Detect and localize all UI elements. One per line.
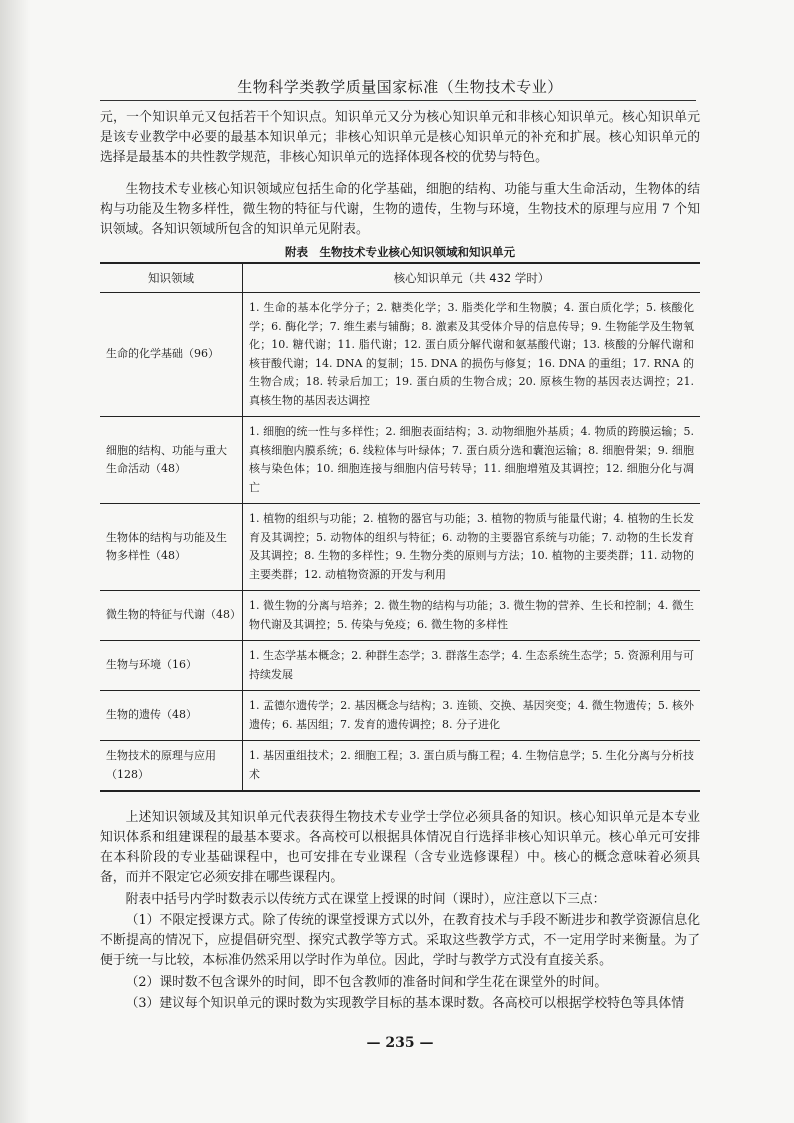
page-edge-shadow [0, 0, 30, 1123]
paragraph-note-3: （3）建议每个知识单元的课时数为实现教学目标的基本课时数。各高校可以根据学校特色等具体情 [125, 996, 685, 1011]
header-rule [100, 100, 696, 101]
table-row [100, 641, 700, 691]
units-cell: 1. 植物的组织与功能；2. 植物的器官与功能；3. 植物的物质与能量代谢；4. 植物的生长发育及其调控；5. 动物体的组织与特征；6. 动物的主要器官系统与功能；7. 动物的生长发育及其调控；8. 生物的多样性；9. 生物分类的原则与方法；10. 植物的主要类群；11. 动物的主要类群；12. 动植物资源的开发与利用 [243, 504, 701, 591]
table-row [100, 504, 700, 591]
table-row [100, 417, 700, 504]
domain-cell: 细胞的结构、功能与重大生命活动（48） [100, 417, 243, 504]
table-row [100, 293, 700, 417]
page-number: — 235 — [366, 1035, 434, 1051]
knowledge-units-table [100, 262, 700, 792]
paragraph-summary: 上述知识领域及其知识单元代表获得生物技术专业学士学位必须具备的知识。核心知识单元是本专业知识体系和组建课程的最基本要求。各高校可以根据具体情况自行选择非核心知识单元。核心单元可安排在本科阶段的专业基础课程中，也可安排在专业课程（含专业选修课程）中。核心的概念意味着必须具备，而并不限定它必须安排在哪些课程内。 [100, 810, 700, 885]
table-row [100, 691, 700, 741]
paragraph-intro: 元，一个知识单元又包括若干个知识点。知识单元又分为核心知识单元和非核心知识单元。核心知识单元是该专业教学中必要的最基本知识单元；非核心知识单元是核心知识单元的补充和扩展。核心知识单元的选择是最基本的共性教学规范，非核心知识单元的选择体现各校的优势与特色。 [100, 110, 700, 165]
domain-cell: 生物的遗传（48） [100, 691, 243, 741]
paragraph-domains: 生物技术专业核心知识领域应包括生命的化学基础，细胞的结构、功能与重大生命活动，生物体的结构与功能及生物多样性，微生物的特征与代谢，生物的遗传，生物与环境，生物技术的原理与应用 7 个知识领域。各知识领域所包含的知识单元见附表。 [100, 182, 700, 237]
table-header-row [100, 263, 700, 293]
domain-cell: 生物技术的原理与应用（128） [100, 741, 243, 792]
paragraph-note-1: （1）不限定授课方式。除了传统的课堂授课方式以外，在教育技术与手段不断进步和教学资源信息化不断提高的情况下，应提倡研究型、探究式教学等方式。采取这些教学方式，不一定用学时来衡量。为了便于统一与比较，本标准仍然采用以学时作为单位。因此，学时与教学方式没有直接关系。 [100, 913, 700, 968]
table-row [100, 591, 700, 641]
table-caption: 附表 生物技术专业核心知识领域和知识单元 [285, 245, 515, 259]
units-cell: 1. 生态学基本概念；2. 种群生态学；3. 群落生态学；4. 生态系统生态学；5. 资源利用与可持续发展 [243, 641, 701, 691]
running-header: 生物科学类教学质量国家标准（生物技术专业） [237, 78, 563, 96]
table-row [100, 741, 700, 792]
units-cell: 1. 生命的基本化学分子；2. 糖类化学；3. 脂类化学和生物膜；4. 蛋白质化学；5. 核酸化学；6. 酶化学；7. 维生素与辅酶；8. 激素及其受体介导的信息传导；9. 生物能学及生物氧化；10. 糖代谢；11. 脂代谢；12. 蛋白质分解代谢和氨基酸代谢；13. 核酸的分解代谢和核苷酸代谢；14. DNA 的复制；15. DNA 的损伤与修复；16. DNA 的重组；17. RNA 的生物合成；18. 转录后加工；19. 蛋白质的生物合成；20. 原核生物的基因表达调控；21. 真核生物的基因表达调控 [243, 293, 701, 417]
units-cell: 1. 细胞的统一性与多样性；2. 细胞表面结构；3. 动物细胞外基质；4. 物质的跨膜运输；5. 真核细胞内膜系统；6. 线粒体与叶绿体；7. 蛋白质分选和囊泡运输；8. 细胞骨架；9. 细胞核与染色体；10. 细胞连接与细胞内信号转导；11. 细胞增殖及其调控；12. 细胞分化与凋亡 [243, 417, 701, 504]
domain-cell: 生物体的结构与功能及生物多样性（48） [100, 504, 243, 591]
paragraph-note-2: （2）课时数不包含课外的时间，即不包含教师的准备时间和学生花在课堂外的时间。 [125, 975, 608, 990]
header-units: 核心知识单元（共 432 学时） [243, 263, 701, 293]
domain-cell: 生物与环境（16） [100, 641, 243, 691]
units-cell: 1. 基因重组技术；2. 细胞工程；3. 蛋白质与酶工程；4. 生物信息学；5. 生化分离与分析技术 [243, 741, 701, 792]
units-cell: 1. 孟德尔遗传学；2. 基因概念与结构；3. 连锁、交换、基因突变；4. 微生物遗传；5. 核外遗传；6. 基因组；7. 发育的遗传调控；8. 分子进化 [243, 691, 701, 741]
domain-cell: 微生物的特征与代谢（48） [100, 591, 243, 641]
units-cell: 1. 微生物的分离与培养；2. 微生物的结构与功能；3. 微生物的营养、生长和控制；4. 微生物代谢及其调控；5. 传染与免疫；6. 微生物的多样性 [243, 591, 701, 641]
paragraph-notes-intro: 附表中括号内学时数表示以传统方式在课堂上授课的时间（课时），应注意以下三点： [125, 892, 606, 907]
header-domain: 知识领域 [100, 263, 243, 293]
domain-cell: 生命的化学基础（96） [100, 293, 243, 417]
